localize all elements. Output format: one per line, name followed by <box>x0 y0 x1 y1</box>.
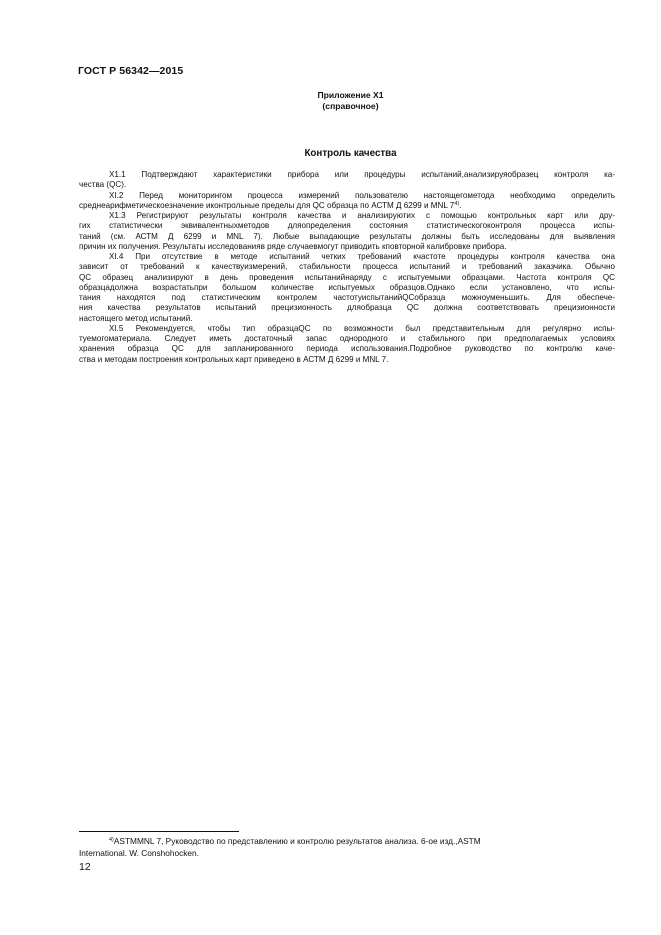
footnote-separator <box>79 831 239 832</box>
standard-number-header: ГОСТ Р 56342—2015 <box>78 65 184 77</box>
footnote <box>79 836 619 859</box>
text-line: тания находятся под статистическим контролем частотуиспытанийQCобразца можноуменьшить. Для обеспече- <box>79 293 615 302</box>
footnote-reference: 4) <box>454 200 460 207</box>
text-line: X1.1 Подтверждают характеристики прибора или процедуры испытаний,анализируяобразец контроля ка- <box>109 170 615 179</box>
text-line: X1.3 Регистрируют результаты контроля качества и анализирyютих с помощью контрольных карт или дру- <box>109 211 615 220</box>
text-line <box>79 201 615 211</box>
text-line: настоящего метод испытаний. <box>79 313 193 323</box>
text-line: QC образец анализируют в день проведения испытанийнаряду с испытуемыми образцами. Частота контроля QC <box>79 272 615 282</box>
footnote-text: ASTMMNL 7, Руководство по представлению и контролю результатов анализа. 6-ое изд.,ASTM <box>113 836 481 846</box>
text-line: чества (QC). <box>79 180 127 190</box>
text-line: хранения образца QC для запланированного периода использования.Подробное руководство по контролю каче- <box>79 344 615 354</box>
section-title: Контроль качества <box>304 148 397 159</box>
paragraph-x1-1 <box>79 170 615 191</box>
text-line: образцадолжна возрастатьпри большом количестве испытуемых образцов.Однако если установлено, что испы- <box>79 282 615 292</box>
text-span: . <box>459 200 462 210</box>
text-line: гих статистически эквивалентныхметодов дляопределения состояния статистическогоконтроля процесса испы- <box>79 221 615 231</box>
text-line: XI.5 Рекомендуется, чтобы тип образцаQC по возможности был представительным для регулярно испы- <box>109 323 615 333</box>
text-line: туемогоматериала. Следует иметь достаточный запас однородного и стабильного при предполагаемых условиях <box>79 334 615 343</box>
paragraph-x1-4 <box>79 252 615 324</box>
text-line: ства и методам построения контрольных карт приведено в АСТМ Д 6299 и MNL 7. <box>79 354 389 364</box>
footnote-mark: 4) <box>109 837 114 843</box>
text-line: зависит от требований к качествуизмерений, стабильности процесса испытаний и требований заказчика. Обычно <box>79 262 615 272</box>
body-text <box>79 170 615 365</box>
appendix-heading <box>0 90 661 112</box>
text-span: среднеарифметическоезначение иконтрольные пределы для QC образца по АСТМ Д 6299 и MNL 7 <box>79 200 455 210</box>
footnote-line: International. W. Conshohocken. <box>79 847 199 858</box>
text-line: ния качества результатов испытаний прецизионность дляобразца QC должна соответствовать прецизионности <box>79 303 615 313</box>
text-line: причин их получения. Результаты исследованияв ряде случаевмогут приводить кповторной калибровке прибора. <box>79 241 507 251</box>
text-line: XI.4 При отсутствие в методе испытаний четких требований кчастоте процедуры контроля качества она <box>109 252 615 261</box>
paragraph-x1-5 <box>79 324 615 365</box>
page-number: 12 <box>79 861 91 873</box>
appendix-title: Приложение X1 <box>317 90 384 100</box>
footnote-line <box>79 836 619 848</box>
paragraph-x1-2 <box>79 191 615 212</box>
paragraph-x1-3 <box>79 211 615 252</box>
text-line: таний (см. АСТМ Д 6299 и MNL 7). Любые выпадающие результаты должны быть исследованы для выявления <box>79 231 615 241</box>
text-line: XI.2 Перед мониторингом процесса измерений пользователю настоящегометода необходимо определить <box>109 190 615 200</box>
appendix-subtitle: (справочное) <box>322 101 379 111</box>
